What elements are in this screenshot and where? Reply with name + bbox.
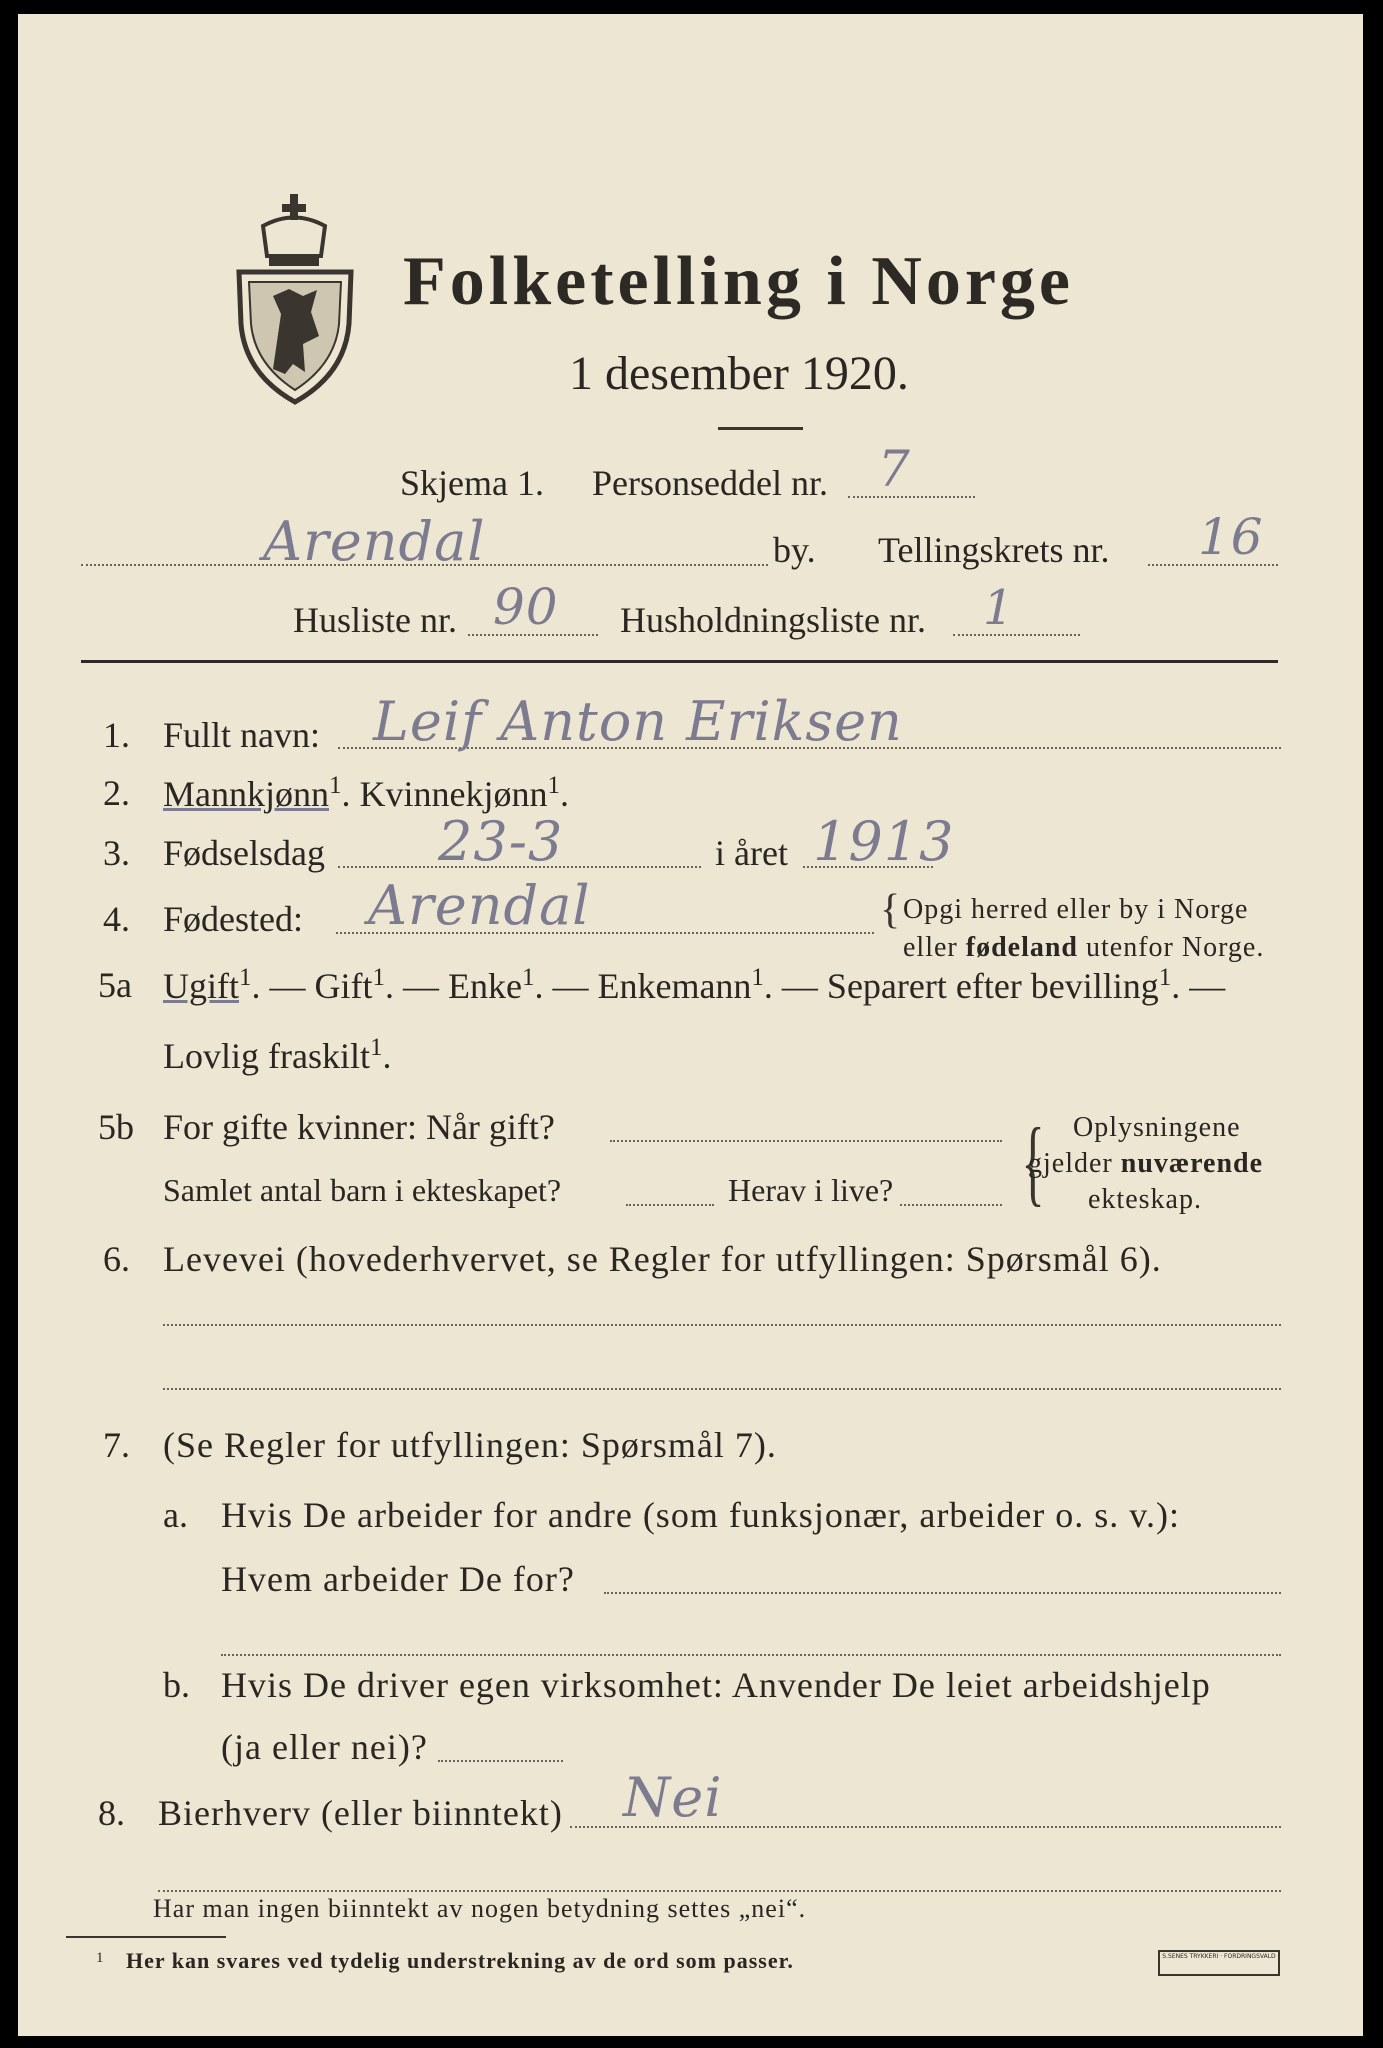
- q5a-fraskilt-option: Lovlig fraskilt$^1$.: [163, 1034, 392, 1076]
- q1-number: 1.: [103, 715, 130, 755]
- q8-label: Bierhverv (eller biinntekt): [158, 1793, 563, 1833]
- q7b-line: [438, 1760, 563, 1762]
- q3-value: 23-3: [438, 810, 564, 873]
- q2-male-option: Mannkjønn: [163, 774, 329, 814]
- q5b-line: [610, 1140, 1002, 1142]
- q5b-live-line: [900, 1204, 1002, 1206]
- q5a-separert-option: — Separert efter bevilling: [772, 966, 1159, 1006]
- q5b-number: 5b: [98, 1107, 134, 1147]
- q5b-note-line2: gjelder nuværende: [1028, 1148, 1264, 1179]
- q5b-note-line1: Oplysningene: [1073, 1112, 1241, 1143]
- q8-value: Nei: [623, 1766, 723, 1829]
- q7b-text: Hvis De driver egen virksomhet: Anvender De leiet arbeidshjelp: [221, 1665, 1211, 1705]
- personseddel-line: [848, 496, 975, 498]
- title-rule: [718, 427, 803, 430]
- q8-line-2: [158, 1890, 1281, 1892]
- footnote-text: Her kan svares ved tydelig understrekning av de ord som passer.: [126, 1948, 794, 1973]
- husholdning-value: 1: [983, 580, 1015, 636]
- q7a-line-1: [604, 1592, 1281, 1594]
- husholdning-line: [953, 634, 1080, 636]
- q5a-enkemann-option: — Enkemann: [543, 966, 752, 1006]
- q7a-line-2: [221, 1654, 1281, 1656]
- by-label: by.: [773, 530, 816, 570]
- q7-number: 7.: [103, 1425, 130, 1465]
- q4-note-line1: Opgi herred eller by i Norge: [903, 894, 1249, 925]
- q3-number: 3.: [103, 833, 130, 873]
- husliste-value: 90: [493, 578, 559, 636]
- q2-female-option: Kvinnekjønn: [359, 774, 548, 814]
- coat-of-arms-icon: [233, 194, 363, 409]
- personseddel-label: Personseddel nr.: [592, 463, 828, 503]
- q3-label: Fødselsdag: [163, 833, 325, 873]
- q5b-label: For gifte kvinner: Når gift?: [163, 1107, 555, 1147]
- q5b-barn-label: Samlet antal barn i ekteskapet?: [163, 1172, 562, 1208]
- q4-label: Fødested:: [163, 899, 303, 939]
- form-date: 1 desember 1920.: [569, 347, 909, 400]
- q4-number: 4.: [103, 899, 130, 939]
- q7-label: (Se Regler for utfyllingen: Spørsmål 7).: [163, 1425, 777, 1465]
- q7a-text: Hvis De arbeider for andre (som funksjonær, arbeider o. s. v.):: [221, 1495, 1180, 1535]
- q5a-number: 5a: [98, 965, 132, 1005]
- q5b-note-line3: ekteskap.: [1088, 1184, 1202, 1215]
- q5a-enke-option: — Enke: [394, 966, 522, 1006]
- header-rule: [81, 660, 1278, 663]
- q7b-question: (ja eller nei)?: [221, 1727, 428, 1767]
- by-value: Arendal: [263, 510, 486, 573]
- q5b-barn-line: [626, 1204, 714, 1206]
- q5a-options: Ugift$^1$. — Gift$^1$. — Enke$^1$. — Enkemann$^1$. — Separert efter bevilling$^1$. —: [163, 964, 1226, 1006]
- tellingskrets-value: 16: [1198, 508, 1264, 566]
- q1-label: Fullt navn:: [163, 715, 321, 755]
- q5a-gift-option: — Gift: [260, 966, 373, 1006]
- printer-stamp: S.SENES TRYKKERI · FORDRINGSVALD: [1158, 1950, 1280, 1976]
- footnote-marker: 1: [96, 1950, 104, 1966]
- q5a-ugift-option: Ugift: [163, 966, 239, 1006]
- q7a-letter: a.: [163, 1495, 188, 1535]
- form-title: Folketelling i Norge: [403, 243, 1075, 320]
- husholdning-label: Husholdningsliste nr.: [620, 600, 927, 640]
- q3-year-label: i året: [715, 833, 788, 873]
- q6-line-2: [163, 1388, 1281, 1390]
- q1-value: Leif Anton Eriksen: [373, 690, 903, 753]
- census-form-sheet: [18, 14, 1363, 2036]
- q2-number: 2.: [103, 773, 130, 813]
- tellingskrets-label: Tellingskrets nr.: [878, 530, 1110, 570]
- q2-options: Mannkjønn$^1$. Kvinnekjønn$^1$.: [163, 772, 569, 814]
- q6-line-1: [163, 1324, 1281, 1326]
- q7b-letter: b.: [163, 1665, 190, 1705]
- biinntekt-note: Har man ingen biinntekt av nogen betydning settes „nei“.: [153, 1894, 807, 1923]
- q8-number: 8.: [98, 1793, 125, 1833]
- q5b-live-label: Herav i live?: [728, 1172, 894, 1208]
- skjema-label: Skjema 1.: [400, 463, 544, 503]
- husliste-label: Husliste nr.: [293, 600, 458, 640]
- personseddel-value: 7: [878, 440, 911, 498]
- q6-label: Levevei (hovederhvervet, se Regler for utfyllingen: Spørsmål 6).: [163, 1239, 1162, 1279]
- q5b-brace: {: [1021, 1108, 1045, 1215]
- footnote-rule: [66, 1936, 226, 1938]
- q3-year-value: 1913: [813, 810, 955, 873]
- q6-number: 6.: [103, 1239, 130, 1279]
- q4-value: Arendal: [368, 874, 591, 937]
- q4-brace: {: [880, 887, 901, 933]
- q4-note-line2: eller fødeland utenfor Norge.: [903, 932, 1265, 963]
- q7a-question: Hvem arbeider De for?: [221, 1559, 575, 1599]
